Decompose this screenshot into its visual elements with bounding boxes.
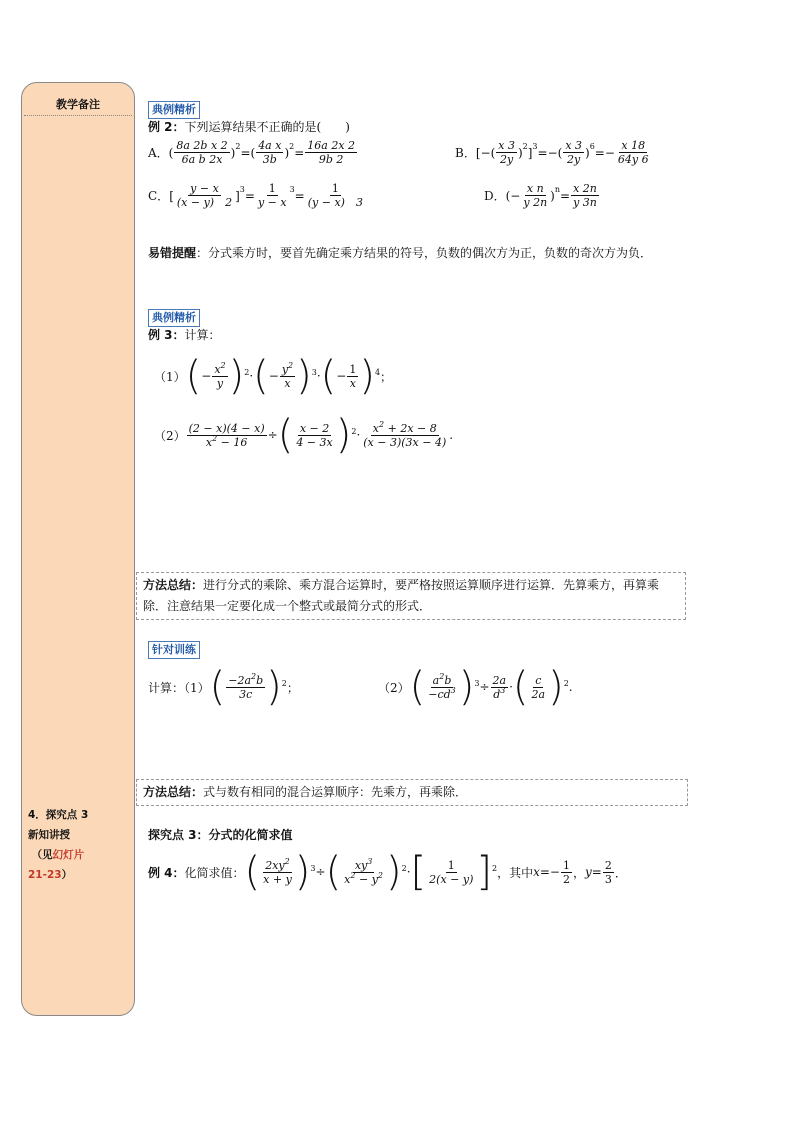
option-c-frac2: $\frac{1}{y - x}$ (257, 182, 287, 209)
example3-label: 例 3： (148, 328, 185, 342)
option-c-label: C． (148, 189, 170, 203)
example4-label: 例 4： (148, 865, 185, 880)
option-b: B． [−( $\frac{x 3}{2y}$ )$^2$]$^3$=−( $\frac{x 3}{2y}$ )$^6$=− $\frac{x 18}{64y 6}$ (455, 139, 649, 166)
option-a-frac2: $\frac{\text{4a x}}{3b}$ (258, 139, 282, 166)
sidebar-note-line1: 4．探究点 3 (28, 809, 89, 821)
section2-tag (148, 306, 200, 327)
sidebar-slide-link: 幻灯片 (52, 849, 85, 861)
example-tag: 典例精析 (148, 309, 200, 327)
example4: 例 4： 化简求值： ( $\frac{2xy^2}{x + y}$ ) 3 ÷ ( $\frac{xy^3}{x^2 - y^2}$ ) 2 · [ $\frac{1}{2(x - y)}$ ] 2 ，其中 x =− $\frac{1}{2}$ ， y = $\frac{2}{3}$ ． (148, 849, 627, 895)
practice-item2-label: （2） (378, 680, 410, 695)
option-b-label: B． (455, 146, 476, 160)
sidebar-slide-range: 21-23 (28, 869, 62, 881)
example3-item1-label: （1） (154, 369, 186, 384)
sidebar-note-prefix: （见 (31, 849, 53, 861)
summary-text: 式与数有相同的混合运算顺序：先乘方，再乘除． (203, 785, 468, 799)
example2-label: 例 2： (148, 120, 185, 134)
method-summary-2 (136, 779, 688, 806)
teaching-notes-sidebar (21, 82, 135, 1016)
sidebar-note-line4 (28, 865, 132, 885)
option-d-frac1: $\frac{\text{x n}}{y 2n}$ (523, 182, 548, 209)
option-b-frac2: $\frac{x 3}{2y}$ (565, 139, 583, 166)
section4-heading: 探究点 3：分式的化简求值 (148, 828, 293, 842)
option-a: A． ( $\frac{\text{8a 2b x 2}}{\text{6a b 2x}}$ )$^2$=( $\frac{\text{4a x}}{3b}$ )$^2$= $\frac{16a 2x 2}{9b 2}$ (148, 139, 356, 166)
example3-item1: （1） ( − $\frac{x^2}{y}$ ) 2 · ( − $\frac{y^2}{x}$ ) 3 · ( − $\frac{1}{x}$ ) 4 ； (154, 353, 393, 399)
option-a-frac1: $\frac{\text{8a 2b x 2}}{\text{6a b 2x}}$ (176, 139, 228, 166)
option-b-frac1: $\frac{x 3}{2y}$ (498, 139, 515, 166)
sidebar-note-line2: 新知讲授 (28, 829, 70, 841)
section1-tag (148, 98, 200, 119)
method-summary-1 (136, 572, 686, 620)
sidebar-title: 教学备注 (56, 98, 100, 111)
summary-label: 方法总结： (143, 578, 204, 592)
option-c-frac3: $\frac{1}{(y - x) 3}$ (307, 182, 363, 209)
example-tag: 典例精析 (148, 101, 200, 119)
example2-question (148, 118, 350, 136)
option-d: D． (− $\frac{\text{x n}}{y 2n}$ )$^n$= $\frac{x 2n}{y 3n}$ (484, 182, 597, 209)
section3-tag (148, 638, 200, 659)
option-c: C． [ $\frac{y - x}{(x - y) 2}$ ]$^3$= $\frac{1}{y - x}$ $^3$= $\frac{1}{(y - x) 3}$ (148, 182, 363, 209)
example4-condition: ，其中 (497, 865, 534, 880)
option-a-frac3: $\frac{16a 2x 2}{9b 2}$ (307, 139, 356, 166)
example4-prompt: 化简求值： (184, 865, 245, 880)
example3-item2-label: （2） (154, 428, 186, 443)
option-d-frac2: $\frac{x 2n}{y 3n}$ (573, 182, 597, 209)
summary-text: 进行分式的乘除、乘方混合运算时，要严格按照运算顺序进行运算．先算乘方，再算乘除．注意结果一定要化成一个整式或最简分式的形式． (143, 578, 660, 613)
practice-item1: 计算：（1） ( $\frac{-2a^2b}{3c}$ ) 2 ； (148, 664, 299, 710)
example3-item2: （2） $\frac{(2 - x)(4 - x)}{x^2 - 16}$ ÷ ( $\frac{x - 2}{4 - 3x}$ ) 2 · $\frac{x^2 + 2x - 8}{(x - 3)(3x - 4)}$ . (154, 412, 454, 458)
practice-tag: 针对训练 (148, 641, 200, 659)
practice-item2: （2） ( $\frac{a^2b}{-cd^3}$ ) 3 ÷ $\frac{2a}{d^3}$ · ( $\frac{c}{2a}$ ) 2 . (378, 664, 573, 710)
example3-question (148, 326, 221, 344)
sidebar-note-suffix: ） (61, 869, 73, 881)
option-c-frac1: $\frac{y - x}{(x - y) 2}$ (176, 182, 233, 209)
summary-label: 方法总结： (143, 785, 204, 799)
option-b-frac3: $\frac{x 18}{64y 6}$ (617, 139, 649, 166)
sidebar-note-block (28, 805, 132, 885)
error-tip (148, 243, 678, 264)
sidebar-divider (24, 115, 132, 116)
practice-prompt: 计算：（1） (148, 680, 210, 695)
error-tip-text: ：分式乘方时，要首先确定乘方结果的符号，负数的偶次方为正，负数的奇次方为负． (196, 246, 653, 260)
sidebar-note-line3 (28, 845, 132, 865)
error-tip-label: 易错提醒 (148, 246, 197, 260)
example2-question-text: 下列运算结果不正确的是( ) (184, 120, 350, 134)
option-d-label: D． (484, 189, 506, 203)
option-a-label: A． (148, 146, 169, 160)
example3-prompt: 计算： (184, 328, 221, 342)
